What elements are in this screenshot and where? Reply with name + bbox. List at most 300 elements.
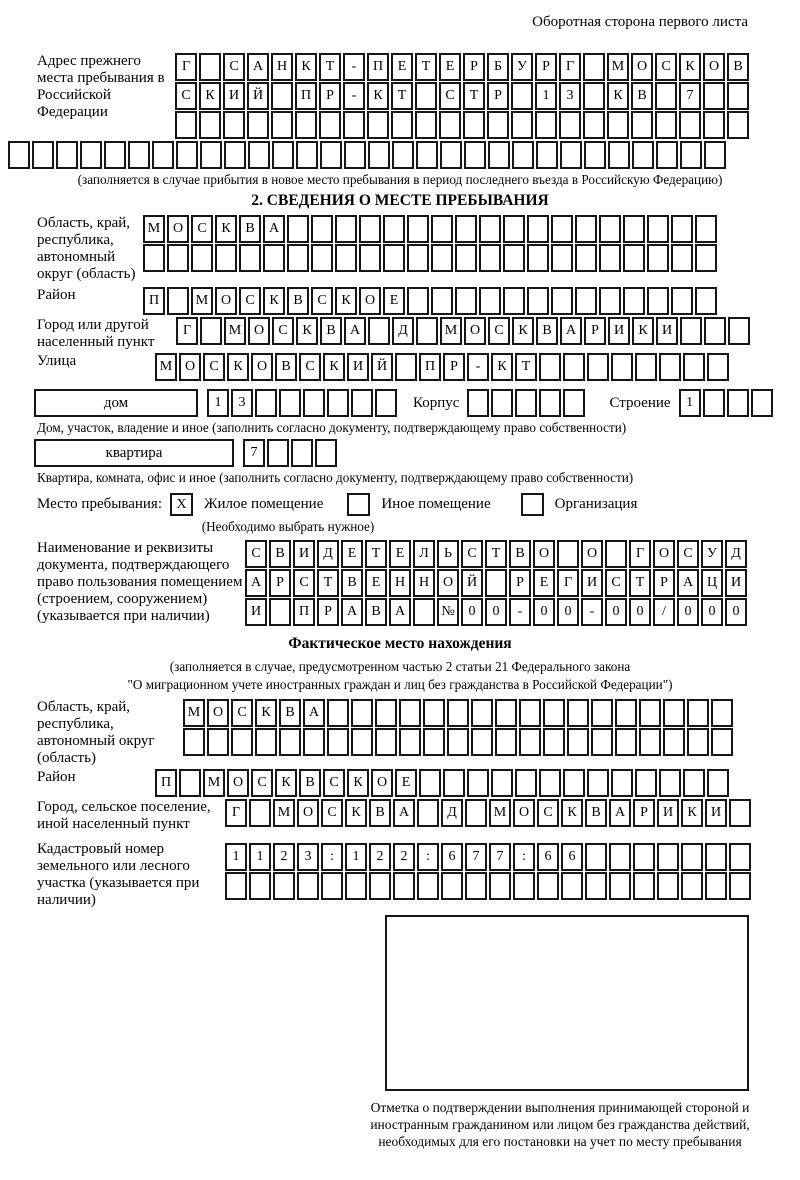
char-grid-row [183, 699, 735, 727]
char-cell [455, 287, 477, 315]
char-cell [487, 111, 509, 139]
char-cell [179, 769, 201, 797]
char-cell: П [155, 769, 177, 797]
char-cell [395, 353, 417, 381]
char-cell [705, 843, 727, 871]
korpus-grid [467, 389, 587, 417]
char-cell [447, 728, 469, 756]
char-cell: У [701, 540, 723, 568]
char-cell: С [272, 317, 294, 345]
char-cell [279, 728, 301, 756]
char-cell [655, 111, 677, 139]
char-grid-row [176, 317, 752, 345]
actual-district-block [8, 769, 792, 797]
char-cell: И [705, 799, 727, 827]
cadastral-block [8, 841, 792, 909]
char-cell: 1 [249, 843, 271, 871]
char-cell: К [255, 699, 277, 727]
char-cell: Р [509, 569, 531, 597]
char-cell: О [631, 53, 653, 81]
char-cell: С [299, 353, 321, 381]
char-cell: С [321, 799, 343, 827]
char-cell [537, 872, 559, 900]
char-cell: К [512, 317, 534, 345]
char-cell: О [513, 799, 535, 827]
region-block [8, 215, 792, 283]
char-cell: 1 [207, 389, 229, 417]
char-cell [431, 287, 453, 315]
char-cell [557, 540, 579, 568]
char-cell: Е [391, 53, 413, 81]
char-cell [704, 141, 726, 169]
checkbox-organization [521, 493, 544, 516]
char-cell [515, 389, 537, 417]
char-cell [271, 82, 293, 110]
actual-city-block [8, 799, 792, 833]
char-cell: А [303, 699, 325, 727]
char-cell [503, 244, 525, 272]
char-cell [727, 111, 749, 139]
char-cell: А [247, 53, 269, 81]
char-cell: И [245, 598, 267, 626]
char-cell [527, 215, 549, 243]
char-cell [563, 769, 585, 797]
char-cell [671, 287, 693, 315]
char-cell [465, 872, 487, 900]
actual-region-block [8, 699, 792, 767]
char-cell [519, 728, 541, 756]
char-cell: 6 [561, 843, 583, 871]
char-cell [585, 872, 607, 900]
char-cell [513, 872, 535, 900]
char-cell [249, 799, 271, 827]
char-cell: А [341, 598, 363, 626]
char-cell: А [263, 215, 285, 243]
char-cell: В [365, 598, 387, 626]
char-cell [273, 872, 295, 900]
char-cell [607, 111, 629, 139]
city-block [8, 317, 792, 351]
document-label: Наименование и реквизиты документа, подтверждающего право пользования помещением (строением, сооружением) (указывается при наличии) [37, 540, 243, 624]
actual-district-label: Район [37, 769, 76, 785]
region-grids [143, 215, 719, 273]
char-cell [104, 141, 126, 169]
char-cell [423, 728, 445, 756]
region-label: Область, край, республика, автономный округ (область) [37, 215, 136, 282]
char-cell [585, 843, 607, 871]
char-cell: В [320, 317, 342, 345]
char-cell [491, 389, 513, 417]
char-cell [681, 872, 703, 900]
char-cell: П [367, 53, 389, 81]
char-cell [687, 699, 709, 727]
char-cell [687, 728, 709, 756]
char-cell [527, 244, 549, 272]
char-cell [515, 769, 537, 797]
char-cell [495, 699, 517, 727]
char-cell [707, 769, 729, 797]
char-cell: Т [485, 540, 507, 568]
char-cell [727, 389, 749, 417]
char-cell [320, 141, 342, 169]
char-cell [152, 141, 174, 169]
char-cell: С [175, 82, 197, 110]
char-cell: Н [271, 53, 293, 81]
char-cell: К [347, 769, 369, 797]
char-cell [351, 699, 373, 727]
char-cell: Г [225, 799, 247, 827]
char-cell [255, 728, 277, 756]
stay-type-label: Место пребывания: [37, 495, 162, 512]
char-cell [287, 244, 309, 272]
char-cell: 2 [393, 843, 415, 871]
char-cell: С [245, 540, 267, 568]
char-cell [599, 244, 621, 272]
char-cell [249, 872, 271, 900]
char-cell [419, 769, 441, 797]
char-cell [311, 244, 333, 272]
char-cell [695, 287, 717, 315]
char-grid-row [143, 215, 719, 243]
char-grid-row [175, 53, 751, 81]
char-cell [455, 244, 477, 272]
char-cell [175, 111, 197, 139]
confirmation-stamp-box [385, 915, 749, 1091]
document-grids [245, 540, 749, 627]
char-cell [655, 82, 677, 110]
char-grid-row [245, 598, 749, 626]
char-cell: В [299, 769, 321, 797]
char-cell: 0 [725, 598, 747, 626]
district-block [8, 287, 792, 315]
char-cell: Г [175, 53, 197, 81]
char-cell [479, 215, 501, 243]
char-cell [695, 244, 717, 272]
char-cell [176, 141, 198, 169]
char-cell [563, 353, 585, 381]
apartment-block [8, 439, 792, 467]
char-cell: К [227, 353, 249, 381]
char-cell [383, 244, 405, 272]
char-cell: П [293, 598, 315, 626]
char-cell: Е [341, 540, 363, 568]
char-cell [183, 728, 205, 756]
char-cell [599, 287, 621, 315]
char-cell: - [467, 353, 489, 381]
char-cell: К [632, 317, 654, 345]
actual-city-label: Город, сельское поселение, иной населенный пункт [37, 799, 211, 832]
char-cell: С [439, 82, 461, 110]
char-cell: С [293, 569, 315, 597]
actual-location-note [8, 659, 792, 693]
char-cell [297, 872, 319, 900]
char-cell [56, 141, 78, 169]
char-cell [560, 141, 582, 169]
char-cell [511, 111, 533, 139]
char-cell: М [273, 799, 295, 827]
char-cell: 7 [489, 843, 511, 871]
char-cell [391, 111, 413, 139]
char-cell: К [607, 82, 629, 110]
char-cell: 0 [557, 598, 579, 626]
char-cell: К [335, 287, 357, 315]
char-cell [551, 244, 573, 272]
char-cell: Т [629, 569, 651, 597]
char-cell: - [509, 598, 531, 626]
char-grid-row [143, 244, 719, 272]
char-cell: В [269, 540, 291, 568]
char-cell [605, 540, 627, 568]
char-cell [639, 699, 661, 727]
char-cell [199, 53, 221, 81]
char-cell: И [581, 569, 603, 597]
char-cell: Г [559, 53, 581, 81]
char-cell: О [533, 540, 555, 568]
char-cell: В [509, 540, 531, 568]
char-cell: В [369, 799, 391, 827]
city-label: Город или другой населенный пункт [37, 317, 155, 350]
char-cell: - [343, 82, 365, 110]
char-cell [399, 728, 421, 756]
section2-title: 2. СВЕДЕНИЯ О МЕСТЕ ПРЕБЫВАНИЯ [251, 192, 549, 209]
page-header-note: Оборотная сторона первого листа [532, 14, 748, 30]
char-cell: А [677, 569, 699, 597]
char-cell: В [275, 353, 297, 381]
char-cell: И [656, 317, 678, 345]
char-cell [591, 699, 613, 727]
char-cell [383, 215, 405, 243]
char-cell: Г [629, 540, 651, 568]
char-cell: Д [725, 540, 747, 568]
char-cell [393, 872, 415, 900]
char-cell [503, 287, 525, 315]
char-cell [729, 799, 751, 827]
char-cell: Т [391, 82, 413, 110]
char-cell [551, 215, 573, 243]
char-cell [464, 141, 486, 169]
option-other-premises-label: Иное помещение [381, 495, 491, 512]
prev-address-label: Адрес прежнего места пребывания в Российской Федерации [37, 53, 165, 120]
char-cell [583, 82, 605, 110]
district-label: Район [37, 287, 76, 303]
char-cell [32, 141, 54, 169]
char-cell [143, 244, 165, 272]
char-cell [703, 111, 725, 139]
char-cell [671, 215, 693, 243]
char-cell [369, 872, 391, 900]
char-cell [263, 244, 285, 272]
char-cell [663, 699, 685, 727]
char-cell: С [251, 769, 273, 797]
char-cell: У [511, 53, 533, 81]
char-cell: 7 [243, 439, 265, 467]
char-cell [536, 141, 558, 169]
char-cell [647, 287, 669, 315]
char-cell [423, 699, 445, 727]
char-cell [8, 141, 30, 169]
char-cell: В [536, 317, 558, 345]
char-grid-row [245, 569, 749, 597]
char-cell: К [345, 799, 367, 827]
char-cell: К [367, 82, 389, 110]
char-cell: К [679, 53, 701, 81]
char-cell [417, 872, 439, 900]
char-cell: О [167, 215, 189, 243]
char-cell [267, 439, 289, 467]
char-cell [407, 215, 429, 243]
char-cell [375, 728, 397, 756]
char-cell: М [489, 799, 511, 827]
char-cell [623, 287, 645, 315]
char-cell: К [295, 53, 317, 81]
char-cell: 1 [345, 843, 367, 871]
char-cell: 0 [485, 598, 507, 626]
char-cell [335, 215, 357, 243]
char-cell [657, 843, 679, 871]
char-cell [587, 353, 609, 381]
char-cell: Р [584, 317, 606, 345]
char-cell [485, 569, 507, 597]
char-cell [415, 111, 437, 139]
char-cell [367, 111, 389, 139]
char-cell: Р [319, 82, 341, 110]
char-cell [671, 244, 693, 272]
char-cell [248, 141, 270, 169]
char-cell: К [561, 799, 583, 827]
cadastral-grids [225, 843, 753, 901]
char-cell [167, 287, 189, 315]
char-cell: О [297, 799, 319, 827]
char-cell [657, 872, 679, 900]
char-cell [656, 141, 678, 169]
char-cell [295, 111, 317, 139]
char-cell [633, 843, 655, 871]
char-cell: Г [557, 569, 579, 597]
char-cell [615, 699, 637, 727]
char-cell: О [251, 353, 273, 381]
char-cell: 0 [605, 598, 627, 626]
char-cell: И [608, 317, 630, 345]
char-cell [535, 111, 557, 139]
char-cell: 0 [701, 598, 723, 626]
char-cell [707, 353, 729, 381]
char-cell: 0 [461, 598, 483, 626]
char-cell [615, 728, 637, 756]
char-cell: С [677, 540, 699, 568]
char-cell [703, 389, 725, 417]
char-cell [609, 843, 631, 871]
char-cell: К [681, 799, 703, 827]
char-cell [225, 872, 247, 900]
char-cell: О [359, 287, 381, 315]
char-cell [463, 111, 485, 139]
char-cell [647, 215, 669, 243]
char-cell: М [203, 769, 225, 797]
char-cell [271, 111, 293, 139]
char-cell [683, 769, 705, 797]
actual-region-label: Область, край, республика, автономный округ (область) [37, 699, 155, 766]
char-cell: А [245, 569, 267, 597]
char-cell: 3 [297, 843, 319, 871]
char-cell: Т [365, 540, 387, 568]
char-cell: - [581, 598, 603, 626]
char-cell [200, 317, 222, 345]
char-cell: Т [515, 353, 537, 381]
char-cell: 6 [537, 843, 559, 871]
char-cell [399, 699, 421, 727]
char-cell: К [323, 353, 345, 381]
char-cell: О [227, 769, 249, 797]
char-cell [503, 215, 525, 243]
char-cell [683, 353, 705, 381]
char-cell: О [581, 540, 603, 568]
char-cell [512, 141, 534, 169]
char-cell: М [440, 317, 462, 345]
char-cell: Н [413, 569, 435, 597]
char-cell [489, 872, 511, 900]
char-grid-row [143, 287, 719, 315]
char-cell: Р [487, 82, 509, 110]
char-cell [291, 439, 313, 467]
char-cell [471, 699, 493, 727]
char-cell: Е [389, 540, 411, 568]
char-cell: И [657, 799, 679, 827]
char-grid-row [175, 111, 751, 139]
char-cell [368, 141, 390, 169]
char-cell [335, 244, 357, 272]
char-cell [539, 389, 561, 417]
char-cell [584, 141, 606, 169]
char-cell: : [417, 843, 439, 871]
char-cell: М [155, 353, 177, 381]
document-block [8, 540, 792, 627]
char-cell [647, 244, 669, 272]
char-cell: - [343, 53, 365, 81]
char-cell: Б [487, 53, 509, 81]
char-cell: О [215, 287, 237, 315]
char-cell: Й [247, 82, 269, 110]
char-cell: Ц [701, 569, 723, 597]
char-cell [567, 728, 589, 756]
char-cell [479, 287, 501, 315]
char-cell: О [179, 353, 201, 381]
char-cell: Р [653, 569, 675, 597]
char-cell: : [513, 843, 535, 871]
char-cell: Р [317, 598, 339, 626]
char-cell [519, 699, 541, 727]
char-cell: К [199, 82, 221, 110]
char-cell [359, 215, 381, 243]
char-grid-row-full [8, 141, 792, 169]
char-cell: К [263, 287, 285, 315]
char-cell [639, 728, 661, 756]
char-cell: А [609, 799, 631, 827]
char-cell: 3 [559, 82, 581, 110]
char-cell [440, 141, 462, 169]
option-organization-label: Организация [554, 495, 638, 512]
char-cell [711, 699, 733, 727]
char-cell [279, 389, 301, 417]
char-cell: К [296, 317, 318, 345]
char-cell: С [488, 317, 510, 345]
stroenie-label: Строение [609, 395, 671, 411]
char-cell: 7 [679, 82, 701, 110]
house-number-grid [207, 389, 399, 417]
char-cell: Г [176, 317, 198, 345]
char-cell: Р [269, 569, 291, 597]
char-cell [583, 53, 605, 81]
char-cell: К [491, 353, 513, 381]
